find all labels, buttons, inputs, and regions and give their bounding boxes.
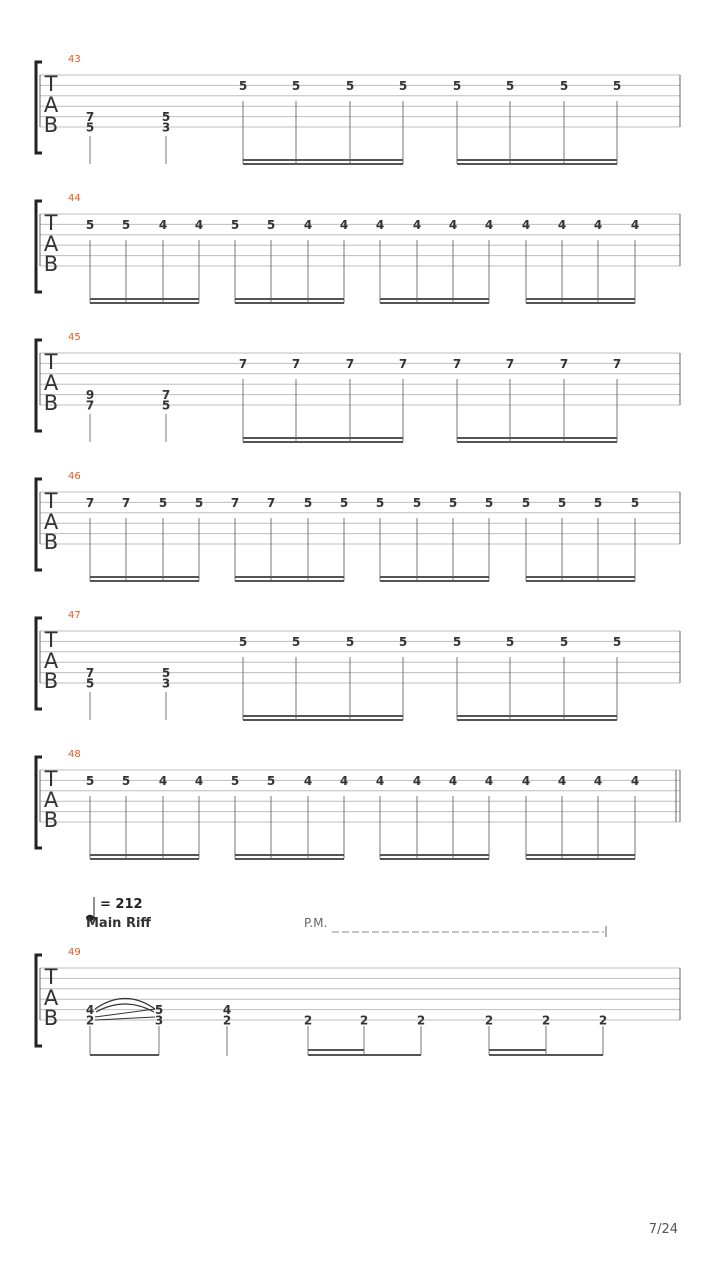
fret-number: 4 [194, 217, 204, 232]
tab-clef-letter: T [44, 211, 58, 235]
system-bracket [36, 62, 42, 153]
fret-number: 5 [154, 1003, 164, 1018]
tab-clef-letter: B [43, 113, 59, 137]
fret-number: 5 [505, 634, 515, 649]
fret-number: 2 [222, 1013, 232, 1028]
system-bracket [36, 201, 42, 292]
tempo-value: = 212 [100, 897, 143, 912]
fret-number: 5 [345, 78, 355, 93]
fret-number: 2 [85, 1013, 95, 1028]
fret-number: 5 [559, 78, 569, 93]
fret-number: 7 [121, 495, 131, 510]
fret-number: 4 [339, 217, 349, 232]
fret-number: 4 [630, 217, 640, 232]
tab-clef-letter: B [43, 808, 59, 832]
fret-number: 7 [345, 356, 355, 371]
fret-number: 4 [158, 773, 168, 788]
fret-number: 5 [557, 495, 567, 510]
tab-clef-letter: T [44, 767, 58, 791]
fret-number: 2 [416, 1013, 426, 1028]
fret-number: 5 [85, 217, 95, 232]
system-bracket [36, 955, 42, 1046]
fret-number: 5 [452, 634, 462, 649]
fret-number: 7 [266, 495, 276, 510]
fret-number: 5 [85, 676, 95, 691]
fret-number: 5 [505, 78, 515, 93]
fret-number: 2 [359, 1013, 369, 1028]
fret-number: 4 [412, 217, 422, 232]
fret-number: 7 [505, 356, 515, 371]
fret-number: 2 [484, 1013, 494, 1028]
fret-number: 5 [230, 217, 240, 232]
fret-number: 5 [161, 110, 171, 125]
section-label: Main Riff [86, 916, 151, 931]
fret-number: 5 [121, 773, 131, 788]
tab-clef-letter: T [44, 72, 58, 96]
fret-number: 5 [85, 773, 95, 788]
fret-number: 5 [158, 495, 168, 510]
fret-number: 7 [85, 495, 95, 510]
measure-number: 49 [68, 947, 81, 958]
measure-number: 45 [68, 332, 81, 343]
fret-number: 4 [557, 773, 567, 788]
measure-number: 44 [68, 193, 81, 204]
tab-clef-letter: T [44, 350, 58, 374]
fret-number: 2 [598, 1013, 608, 1028]
fret-number: 4 [375, 773, 385, 788]
fret-number: 4 [222, 1003, 232, 1018]
fret-number: 5 [161, 398, 171, 413]
fret-number: 3 [154, 1013, 164, 1028]
fret-number: 4 [484, 217, 494, 232]
fret-number: 5 [161, 666, 171, 681]
fret-number: 7 [85, 110, 95, 125]
fret-number: 5 [559, 634, 569, 649]
tab-clef-letter: A [43, 232, 59, 256]
tab-clef-letter: A [43, 93, 59, 117]
fret-number: 5 [291, 634, 301, 649]
tab-clef-letter: B [43, 252, 59, 276]
fret-number: 4 [448, 773, 458, 788]
fret-number: 5 [375, 495, 385, 510]
fret-number: 7 [452, 356, 462, 371]
fret-number: 5 [291, 78, 301, 93]
fret-number: 4 [85, 1003, 95, 1018]
fret-number: 4 [303, 773, 313, 788]
slur-arc [96, 1004, 154, 1012]
palm-mute-label: P.M. [304, 916, 328, 930]
fret-number: 5 [339, 495, 349, 510]
fret-number: 4 [593, 217, 603, 232]
fret-number: 2 [303, 1013, 313, 1028]
tab-clef-letter: T [44, 965, 58, 989]
fret-number: 7 [85, 666, 95, 681]
fret-number: 4 [339, 773, 349, 788]
fret-number: 4 [375, 217, 385, 232]
fret-number: 4 [593, 773, 603, 788]
fret-number: 4 [521, 217, 531, 232]
fret-number: 4 [412, 773, 422, 788]
fret-number: 5 [238, 78, 248, 93]
fret-number: 7 [291, 356, 301, 371]
fret-number: 4 [521, 773, 531, 788]
fret-number: 3 [161, 120, 171, 135]
system-bracket [36, 618, 42, 709]
tab-clef-letter: B [43, 669, 59, 693]
fret-number: 5 [345, 634, 355, 649]
fret-number: 9 [85, 388, 95, 403]
fret-number: 5 [452, 78, 462, 93]
system-bracket [36, 757, 42, 848]
fret-number: 5 [612, 78, 622, 93]
system-bracket [36, 340, 42, 431]
fret-number: 7 [230, 495, 240, 510]
tab-clef-letter: A [43, 788, 59, 812]
fret-number: 7 [398, 356, 408, 371]
tab-clef-letter: A [43, 510, 59, 534]
fret-number: 2 [541, 1013, 551, 1028]
fret-number: 5 [230, 773, 240, 788]
fret-number: 5 [630, 495, 640, 510]
page-number: 7/24 [648, 1222, 678, 1237]
fret-number: 5 [303, 495, 313, 510]
slide-line [95, 1009, 155, 1017]
tab-clef-letter: A [43, 649, 59, 673]
tab-clef-letter: T [44, 489, 58, 513]
fret-number: 5 [266, 217, 276, 232]
fret-number: 7 [238, 356, 248, 371]
fret-number: 5 [194, 495, 204, 510]
measure-number: 48 [68, 749, 81, 760]
fret-number: 4 [194, 773, 204, 788]
measure-number: 47 [68, 610, 81, 621]
fret-number: 5 [448, 495, 458, 510]
fret-number: 7 [85, 398, 95, 413]
fret-number: 7 [161, 388, 171, 403]
fret-number: 5 [238, 634, 248, 649]
fret-number: 5 [121, 217, 131, 232]
tab-clef-letter: A [43, 986, 59, 1010]
fret-number: 5 [398, 78, 408, 93]
fret-number: 4 [557, 217, 567, 232]
fret-number: 5 [593, 495, 603, 510]
fret-number: 4 [158, 217, 168, 232]
fret-number: 4 [630, 773, 640, 788]
fret-number: 5 [521, 495, 531, 510]
fret-number: 5 [612, 634, 622, 649]
tab-clef-letter: A [43, 371, 59, 395]
fret-number: 7 [559, 356, 569, 371]
tab-clef-letter: B [43, 530, 59, 554]
measure-number: 43 [68, 54, 81, 65]
measure-number: 46 [68, 471, 81, 482]
tab-clef-letter: B [43, 1006, 59, 1030]
fret-number: 5 [412, 495, 422, 510]
fret-number: 4 [484, 773, 494, 788]
system-bracket [36, 479, 42, 570]
fret-number: 5 [85, 120, 95, 135]
fret-number: 3 [161, 676, 171, 691]
fret-number: 7 [612, 356, 622, 371]
fret-number: 4 [448, 217, 458, 232]
fret-number: 5 [266, 773, 276, 788]
tab-clef-letter: T [44, 628, 58, 652]
fret-number: 4 [303, 217, 313, 232]
fret-number: 5 [398, 634, 408, 649]
tab-clef-letter: B [43, 391, 59, 415]
fret-number: 5 [484, 495, 494, 510]
